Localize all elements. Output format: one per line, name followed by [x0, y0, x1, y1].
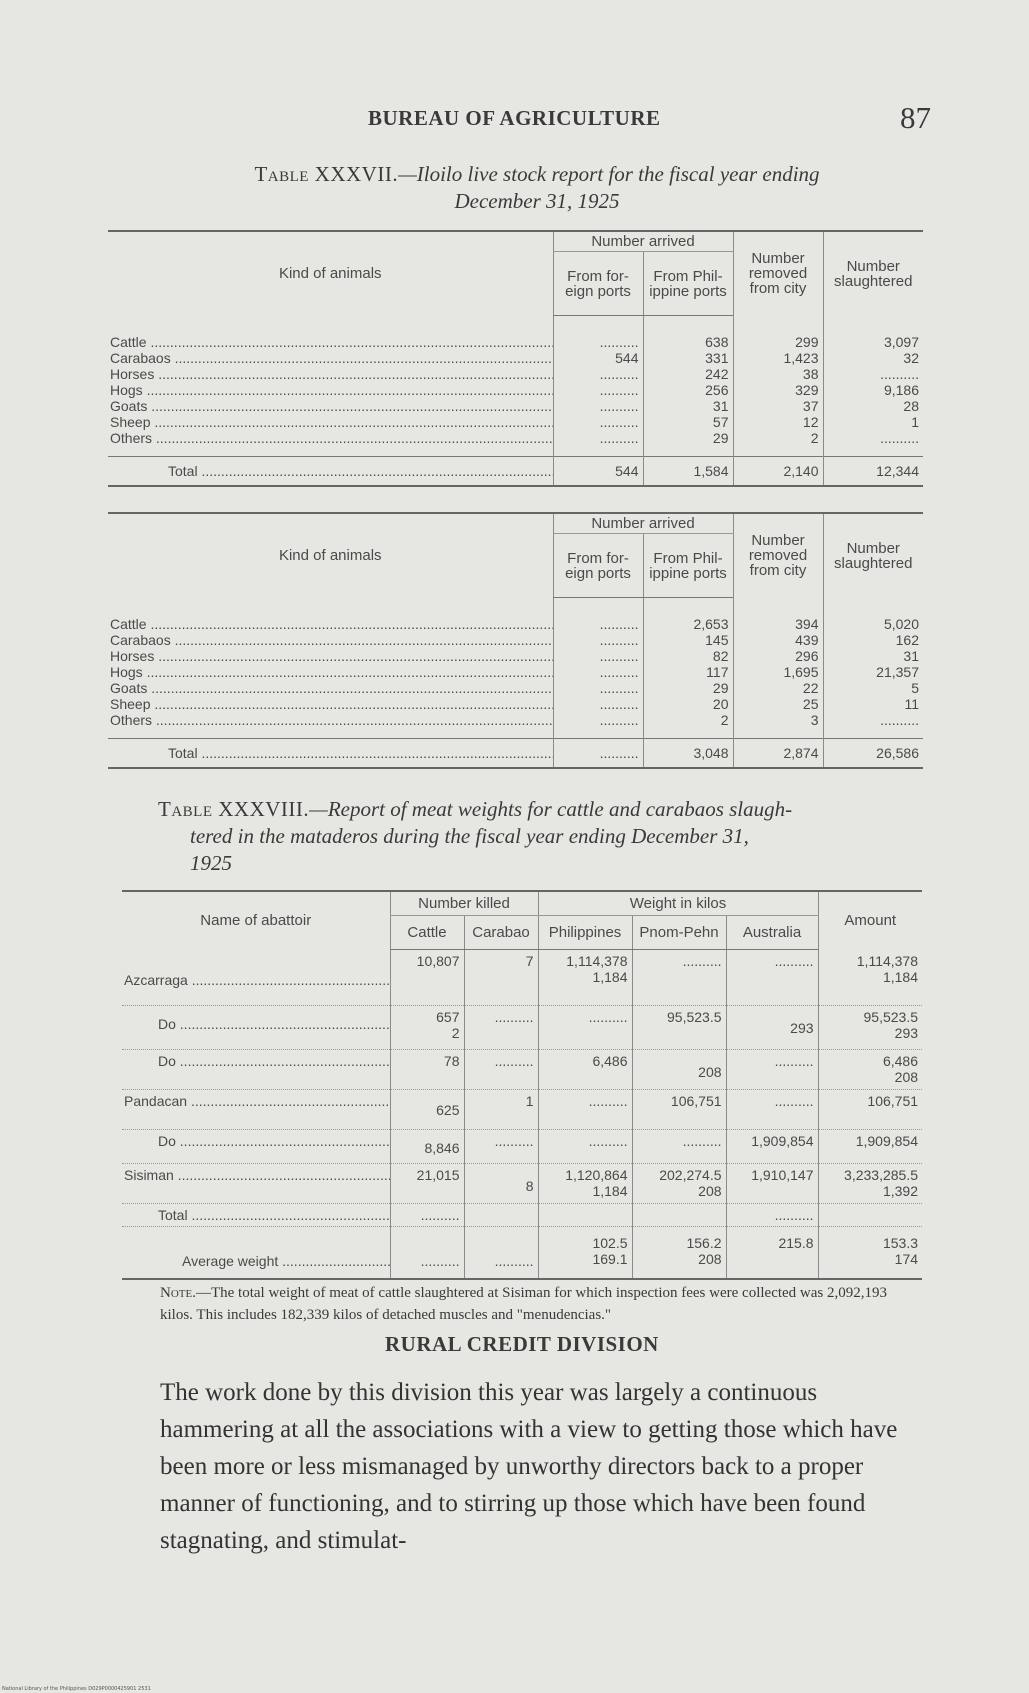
abattoir-cell: Do .....	[122, 1050, 390, 1090]
kind-cell: Hogs .....	[108, 664, 553, 680]
foreign-cell: ..........	[553, 382, 643, 398]
killed-header: Number killed	[390, 891, 538, 916]
abattoir-cell: Total .....	[122, 1204, 390, 1227]
cattle-cell: 8,846	[390, 1130, 464, 1164]
removed-cell: 439	[733, 632, 823, 648]
foreign-cell: ..........	[553, 712, 643, 739]
table-row	[108, 632, 923, 648]
carabao-cell: ..........	[464, 1006, 538, 1050]
kind-cell: Goats .....	[108, 398, 553, 414]
table-note	[160, 1282, 920, 1326]
philippine-cell: 20	[643, 696, 733, 712]
kind-header: Kind of animals	[108, 513, 553, 598]
slaughtered-cell: 11	[823, 696, 923, 712]
table37-caption	[157, 161, 917, 215]
table-row	[122, 1164, 922, 1204]
foreign-cell: ..........	[553, 598, 643, 633]
amount-cell	[818, 1204, 922, 1227]
amount-cell: 95,523.5 293	[818, 1006, 922, 1050]
philippine-cell: 57	[643, 414, 733, 430]
kind-cell: Horses .....	[108, 366, 553, 382]
abattoir-header: Name of abattoir	[122, 891, 390, 950]
total-removed: 2,874	[733, 739, 823, 769]
table-row	[108, 398, 923, 414]
philippines-cell: 102.5 169.1	[538, 1227, 632, 1279]
foreign-cell: ..........	[553, 414, 643, 430]
running-head: BUREAU OF AGRICULTURE	[368, 106, 661, 130]
table-row	[122, 1050, 922, 1090]
table-row	[122, 1204, 922, 1227]
page-number: 87	[900, 100, 931, 135]
carabao-cell: ..........	[464, 1130, 538, 1164]
australia-cell: ..........	[726, 1204, 818, 1227]
slaughtered-header: Number slaughtered	[823, 231, 923, 316]
total-row	[108, 457, 923, 487]
foreign-cell: 544	[553, 350, 643, 366]
table-row	[108, 414, 923, 430]
slaughtered-cell: 9,186	[823, 382, 923, 398]
table-row	[122, 950, 922, 1006]
australia-cell: ..........	[726, 950, 818, 1006]
slaughtered-cell: ..........	[823, 430, 923, 457]
carabao-cell: 7	[464, 950, 538, 1006]
pnompehn-header: Pnom-Pehn	[632, 916, 726, 950]
philippine-cell: 2	[643, 712, 733, 739]
australia-cell: 215.8	[726, 1227, 818, 1279]
foreign-header: From for-eign ports	[553, 534, 643, 598]
total-label: Total .....	[108, 457, 553, 487]
foreign-cell: ..........	[553, 696, 643, 712]
amount-cell: 153.3 174	[818, 1227, 922, 1279]
removed-cell: 38	[733, 366, 823, 382]
table37-part1	[108, 230, 923, 487]
removed-header: Number removed from city	[733, 231, 823, 316]
removed-cell: 12	[733, 414, 823, 430]
carabao-cell: 8	[464, 1164, 538, 1204]
amount-cell: 3,233,285.5 1,392	[818, 1164, 922, 1204]
abattoir-cell: Do .....	[122, 1006, 390, 1050]
pnompehn-cell: 106,751	[632, 1090, 726, 1130]
australia-cell: 1,909,854	[726, 1130, 818, 1164]
total-philippine: 1,584	[643, 457, 733, 487]
foreign-cell: ..........	[553, 366, 643, 382]
table-row	[108, 696, 923, 712]
australia-cell: 293	[726, 1006, 818, 1050]
abattoir-cell: Do .....	[122, 1130, 390, 1164]
removed-cell: 1,695	[733, 664, 823, 680]
cattle-cell: ..........	[390, 1227, 464, 1279]
total-removed: 2,140	[733, 457, 823, 487]
slaughtered-cell: 3,097	[823, 316, 923, 351]
philippine-cell: 2,653	[643, 598, 733, 633]
total-slaughtered: 12,344	[823, 457, 923, 487]
table38-caption	[158, 796, 928, 877]
foreign-header: From for-eign ports	[553, 252, 643, 316]
philippine-cell: 31	[643, 398, 733, 414]
page-header	[0, 100, 1029, 140]
foreign-cell: ..........	[553, 398, 643, 414]
cattle-cell: 657 2	[390, 1006, 464, 1050]
carabao-cell	[464, 1204, 538, 1227]
weight-header: Weight in kilos	[538, 891, 818, 916]
philippines-cell	[538, 1204, 632, 1227]
australia-cell: ..........	[726, 1090, 818, 1130]
philippines-cell: 1,114,378 1,184	[538, 950, 632, 1006]
philippines-cell: ..........	[538, 1130, 632, 1164]
slaughtered-cell: 31	[823, 648, 923, 664]
carabao-cell: 1	[464, 1090, 538, 1130]
australia-cell: ..........	[726, 1050, 818, 1090]
arrived-header: Number arrived	[553, 231, 733, 252]
philippine-cell: 82	[643, 648, 733, 664]
table-row	[108, 648, 923, 664]
kind-cell: Cattle .....	[108, 598, 553, 633]
pnompehn-cell: 156.2 208	[632, 1227, 726, 1279]
table38-title-line2: tered in the mataderos during the fiscal year ending December 31,	[190, 824, 749, 848]
pnompehn-cell: 95,523.5	[632, 1006, 726, 1050]
pnompehn-cell: 208	[632, 1050, 726, 1090]
total-label: Total .....	[108, 739, 553, 769]
slaughtered-header: Number slaughtered	[823, 513, 923, 598]
foreign-cell: ..........	[553, 680, 643, 696]
kind-cell: Others .....	[108, 430, 553, 457]
philippines-cell: 6,486	[538, 1050, 632, 1090]
note-lead: Note.	[160, 1285, 196, 1301]
removed-cell: 25	[733, 696, 823, 712]
table-row	[108, 382, 923, 398]
slaughtered-cell: ..........	[823, 712, 923, 739]
table-row	[108, 430, 923, 457]
total-foreign: ..........	[553, 739, 643, 769]
slaughtered-cell: 5,020	[823, 598, 923, 633]
philippine-cell: 145	[643, 632, 733, 648]
philippine-header: From Phil-ippine ports	[643, 534, 733, 598]
removed-cell: 3	[733, 712, 823, 739]
foreign-cell: ..........	[553, 430, 643, 457]
slaughtered-cell: 5	[823, 680, 923, 696]
total-philippine: 3,048	[643, 739, 733, 769]
foreign-cell: ..........	[553, 664, 643, 680]
removed-cell: 2	[733, 430, 823, 457]
philippine-header: From Phil-ippine ports	[643, 252, 733, 316]
removed-cell: 37	[733, 398, 823, 414]
table37-title-line1: —Iloilo live stock report for the fiscal year ending	[398, 162, 820, 186]
philippine-cell: 638	[643, 316, 733, 351]
kind-cell: Sheep .....	[108, 414, 553, 430]
table38-label: Table XXXVIII.	[158, 797, 310, 821]
removed-cell: 296	[733, 648, 823, 664]
cattle-cell: 10,807	[390, 950, 464, 1006]
cattle-cell: 21,015	[390, 1164, 464, 1204]
total-row	[108, 739, 923, 769]
foreign-cell: ..........	[553, 632, 643, 648]
abattoir-cell: Average weight .....	[122, 1227, 390, 1279]
pnompehn-cell: ..........	[632, 950, 726, 1006]
table38-title-line3: 1925	[190, 851, 232, 875]
carabao-header: Carabao	[464, 916, 538, 950]
slaughtered-cell: 1	[823, 414, 923, 430]
philippine-cell: 29	[643, 680, 733, 696]
table-row	[108, 664, 923, 680]
australia-header: Australia	[726, 916, 818, 950]
table-row	[122, 1227, 922, 1279]
australia-cell: 1,910,147	[726, 1164, 818, 1204]
total-foreign: 544	[553, 457, 643, 487]
table-row	[122, 1006, 922, 1050]
table38	[122, 890, 922, 1280]
amount-cell: 6,486 208	[818, 1050, 922, 1090]
kind-cell: Horses .....	[108, 648, 553, 664]
arrived-header: Number arrived	[553, 513, 733, 534]
carabao-cell: ..........	[464, 1227, 538, 1279]
slaughtered-cell: 32	[823, 350, 923, 366]
philippine-cell: 117	[643, 664, 733, 680]
table-row	[108, 350, 923, 366]
slaughtered-cell: 28	[823, 398, 923, 414]
footer-credit: National Library of the Philippines D029P0000425901 2531	[2, 1686, 151, 1692]
amount-cell: 1,114,378 1,184	[818, 950, 922, 1006]
pnompehn-cell: ..........	[632, 1130, 726, 1164]
table37-label: Table XXXVII.	[254, 162, 399, 186]
table-row	[108, 680, 923, 696]
table-row	[108, 366, 923, 382]
philippines-header: Philippines	[538, 916, 632, 950]
cattle-cell: 625	[390, 1090, 464, 1130]
table-row	[108, 598, 923, 633]
kind-cell: Sheep .....	[108, 696, 553, 712]
body-paragraph: The work done by this division this year was largely a continuous hammering at all the associations with a view to getting those which have been more or less mismanaged by unworthy directors back to a proper manner of functioning, and to stirring up those which have been found stagnating, and stimulat-	[160, 1379, 898, 1554]
philippines-cell: ..........	[538, 1006, 632, 1050]
kind-cell: Carabaos .....	[108, 350, 553, 366]
slaughtered-cell: 21,357	[823, 664, 923, 680]
philippine-cell: 242	[643, 366, 733, 382]
table-row	[108, 712, 923, 739]
pnompehn-cell	[632, 1204, 726, 1227]
kind-cell: Carabaos .....	[108, 632, 553, 648]
philippines-cell: 1,120,864 1,184	[538, 1164, 632, 1204]
removed-cell: 299	[733, 316, 823, 351]
kind-cell: Goats .....	[108, 680, 553, 696]
cattle-header: Cattle	[390, 916, 464, 950]
slaughtered-cell: ..........	[823, 366, 923, 382]
philippine-cell: 331	[643, 350, 733, 366]
foreign-cell: ..........	[553, 648, 643, 664]
pnompehn-cell: 202,274.5 208	[632, 1164, 726, 1204]
abattoir-cell: Azcarraga .....	[122, 950, 390, 1006]
cattle-cell: 78	[390, 1050, 464, 1090]
slaughtered-cell: 162	[823, 632, 923, 648]
table37-part2	[108, 512, 923, 769]
table37-title-line2: December 31, 1925	[454, 189, 620, 213]
abattoir-cell: Sisiman .....	[122, 1164, 390, 1204]
table38-title-line1: —Report of meat weights for cattle and carabaos slaugh-	[309, 797, 793, 821]
table-row	[122, 1090, 922, 1130]
removed-header: Number removed from city	[733, 513, 823, 598]
kind-cell: Cattle .....	[108, 316, 553, 351]
kind-cell: Hogs .....	[108, 382, 553, 398]
table-row	[108, 316, 923, 351]
cattle-cell: ..........	[390, 1204, 464, 1227]
total-slaughtered: 26,586	[823, 739, 923, 769]
philippine-cell: 256	[643, 382, 733, 398]
amount-cell: 1,909,854	[818, 1130, 922, 1164]
note-text: —The total weight of meat of cattle slaughtered at Sisiman for which inspection fees were collected was 2,092,193 kilos. This includes 182,339 kilos of detached muscles and "menudencias."	[160, 1285, 888, 1323]
kind-header: Kind of animals	[108, 231, 553, 316]
amount-header: Amount	[818, 891, 922, 950]
section-heading: RURAL CREDIT DIVISION	[385, 1332, 659, 1356]
kind-cell: Others .....	[108, 712, 553, 739]
table-row	[122, 1130, 922, 1164]
removed-cell: 22	[733, 680, 823, 696]
philippine-cell: 29	[643, 430, 733, 457]
removed-cell: 394	[733, 598, 823, 633]
removed-cell: 1,423	[733, 350, 823, 366]
removed-cell: 329	[733, 382, 823, 398]
amount-cell: 106,751	[818, 1090, 922, 1130]
foreign-cell: ..........	[553, 316, 643, 351]
carabao-cell: ..........	[464, 1050, 538, 1090]
philippines-cell: ..........	[538, 1090, 632, 1130]
abattoir-cell: Pandacan .....	[122, 1090, 390, 1130]
